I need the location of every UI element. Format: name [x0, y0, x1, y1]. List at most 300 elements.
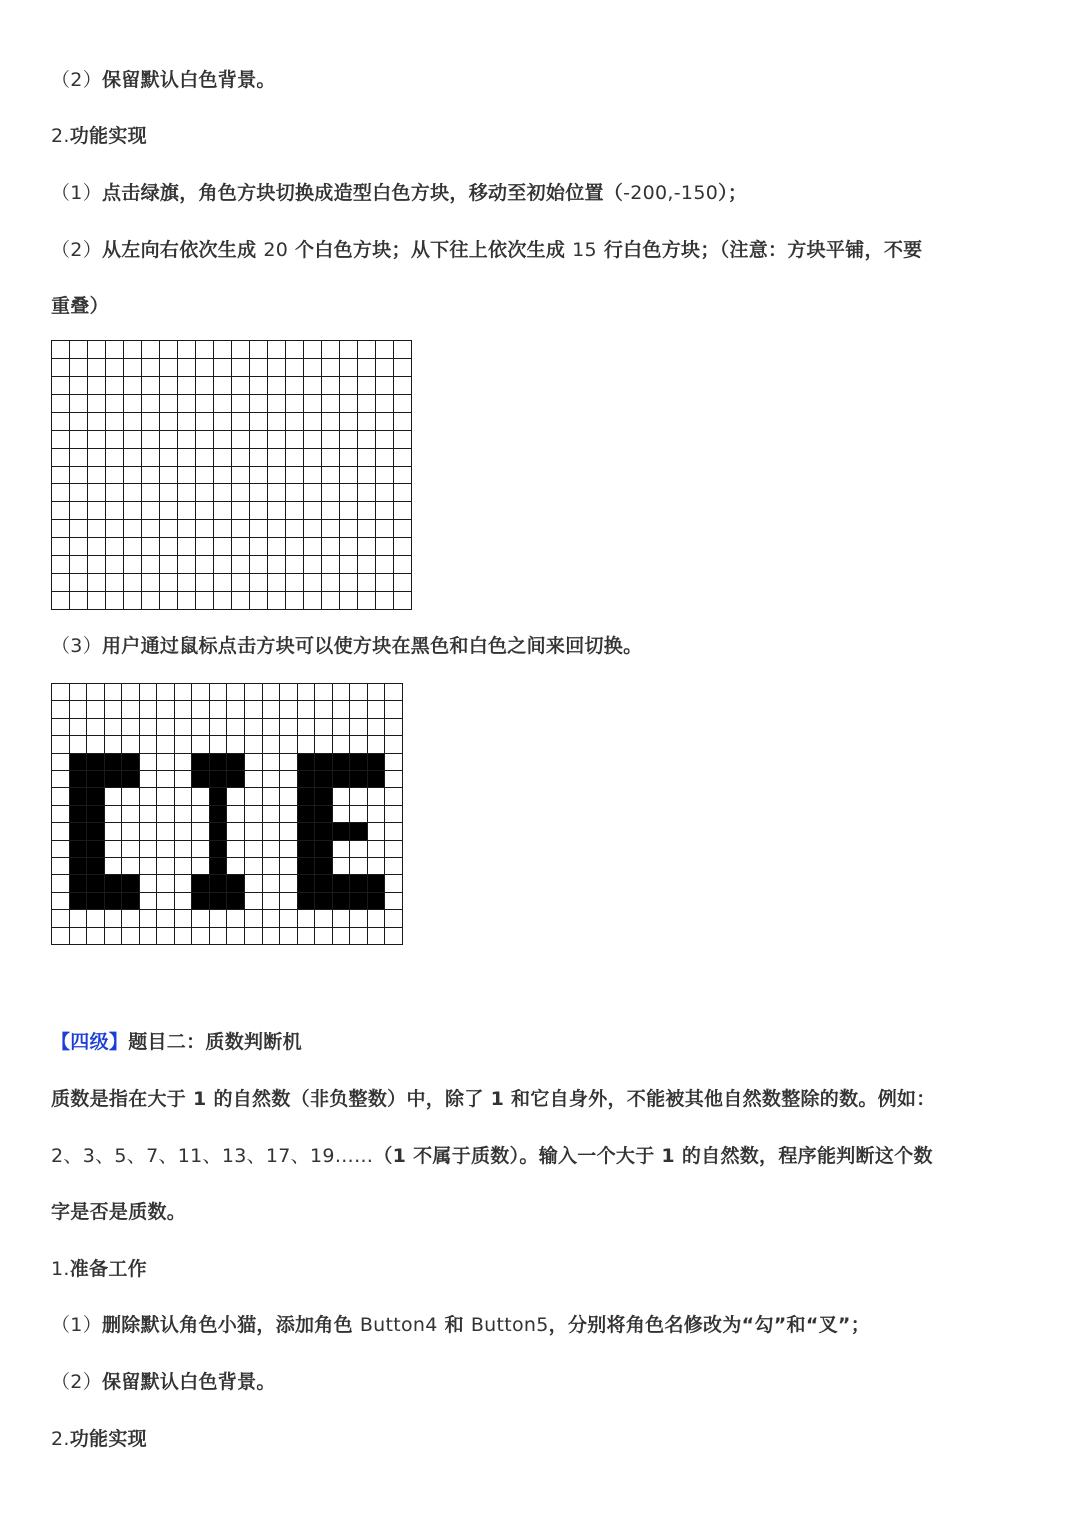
white-square [175, 893, 193, 910]
white-square [245, 684, 263, 701]
white-square [178, 502, 196, 520]
black-square [70, 858, 88, 875]
black-square [70, 875, 88, 892]
description-text: （1 不属于质数）。输入一个大于 1 的自然数，程序能判断这个数 [373, 1145, 933, 1167]
white-square [105, 701, 123, 718]
black-square [368, 771, 386, 788]
white-square [88, 377, 106, 395]
white-square [157, 736, 175, 753]
white-square [160, 341, 178, 359]
white-square [333, 858, 351, 875]
white-square [106, 395, 124, 413]
black-square [87, 754, 105, 771]
white-square [263, 858, 281, 875]
white-square [210, 736, 228, 753]
white-square [70, 520, 88, 538]
white-square [87, 736, 105, 753]
black-square [192, 754, 210, 771]
white-square [214, 484, 232, 502]
white-square [122, 910, 140, 927]
white-square [124, 413, 142, 431]
white-square [376, 520, 394, 538]
white-square [268, 413, 286, 431]
white-square [340, 574, 358, 592]
white-square [52, 771, 70, 788]
white-square [192, 823, 210, 840]
black-square [87, 858, 105, 875]
black-square [192, 893, 210, 910]
white-square [88, 484, 106, 502]
black-square [70, 771, 88, 788]
black-square [368, 893, 386, 910]
white-square [196, 395, 214, 413]
white-square [227, 858, 245, 875]
white-square [52, 395, 70, 413]
white-square [263, 806, 281, 823]
white-square [122, 684, 140, 701]
white-square [394, 467, 412, 485]
white-square [88, 359, 106, 377]
white-square [358, 431, 376, 449]
white-square [52, 538, 70, 556]
white-square [196, 484, 214, 502]
white-square [333, 841, 351, 858]
white-square [52, 431, 70, 449]
white-square [232, 359, 250, 377]
white-square [232, 467, 250, 485]
white-square [175, 875, 193, 892]
black-square [350, 823, 368, 840]
white-square [340, 413, 358, 431]
white-square [322, 520, 340, 538]
white-square [160, 574, 178, 592]
black-square [210, 823, 228, 840]
black-square [315, 823, 333, 840]
white-square [178, 377, 196, 395]
white-square [70, 910, 88, 927]
white-square [333, 684, 351, 701]
black-square [70, 754, 88, 771]
white-square [245, 928, 263, 945]
white-square [124, 592, 142, 610]
white-square [175, 841, 193, 858]
black-square [227, 771, 245, 788]
white-square [263, 893, 281, 910]
step-2-continued [51, 292, 1029, 320]
white-square [376, 449, 394, 467]
white-square [214, 395, 232, 413]
white-square [286, 574, 304, 592]
white-square [157, 806, 175, 823]
description-text: 质数是指在大于 1 的自然数（非负整数）中，除了 1 和它自身外，不能被其他自然数整除的数。例如： [51, 1088, 936, 1110]
white-square [157, 823, 175, 840]
black-square [87, 875, 105, 892]
white-square [105, 806, 123, 823]
white-square [286, 467, 304, 485]
description-line-2 [51, 1142, 1029, 1170]
white-square [106, 502, 124, 520]
white-square [178, 592, 196, 610]
white-square [142, 431, 160, 449]
black-square [122, 754, 140, 771]
white-square [70, 377, 88, 395]
white-square [88, 431, 106, 449]
white-square [142, 395, 160, 413]
white-square [142, 592, 160, 610]
white-square [280, 754, 298, 771]
white-square [286, 449, 304, 467]
white-square [263, 823, 281, 840]
function-heading-2 [51, 1425, 1029, 1453]
white-square [286, 538, 304, 556]
white-square [268, 431, 286, 449]
white-square [157, 701, 175, 718]
black-square [315, 788, 333, 805]
white-square [192, 928, 210, 945]
white-square [175, 910, 193, 927]
white-square [124, 467, 142, 485]
white-square [160, 556, 178, 574]
black-square [298, 771, 316, 788]
black-square [210, 841, 228, 858]
white-square [245, 858, 263, 875]
black-square [87, 893, 105, 910]
white-square [358, 377, 376, 395]
white-square [52, 341, 70, 359]
white-square [52, 556, 70, 574]
white-square [245, 771, 263, 788]
white-square [214, 467, 232, 485]
white-square [192, 719, 210, 736]
preparation-heading [51, 1255, 1029, 1283]
black-square [298, 841, 316, 858]
white-square [105, 684, 123, 701]
black-square [333, 875, 351, 892]
step-text: 从左向右依次生成 [102, 239, 264, 261]
white-square [385, 684, 403, 701]
heading-number: 2. [51, 1428, 70, 1450]
white-square [245, 841, 263, 858]
white-square [88, 520, 106, 538]
white-square [368, 858, 386, 875]
black-square [70, 823, 88, 840]
step-prefix: （3） [51, 635, 102, 657]
white-square [322, 413, 340, 431]
white-square [385, 910, 403, 927]
white-square [157, 771, 175, 788]
white-square [385, 788, 403, 805]
white-square [250, 538, 268, 556]
white-square [298, 928, 316, 945]
white-square [350, 858, 368, 875]
white-square [250, 377, 268, 395]
white-square [280, 701, 298, 718]
black-square [368, 754, 386, 771]
white-square [263, 910, 281, 927]
white-square [322, 538, 340, 556]
white-square [394, 520, 412, 538]
black-square [298, 875, 316, 892]
sprite-name: Button5 [470, 1314, 549, 1336]
white-square [250, 449, 268, 467]
white-square [232, 502, 250, 520]
white-square [227, 719, 245, 736]
white-square [88, 592, 106, 610]
white-square [358, 520, 376, 538]
white-square [70, 574, 88, 592]
white-square [358, 592, 376, 610]
white-square [157, 754, 175, 771]
white-square [157, 928, 175, 945]
white-square [394, 502, 412, 520]
white-square [232, 538, 250, 556]
white-square [394, 592, 412, 610]
white-square [358, 484, 376, 502]
white-square [210, 701, 228, 718]
white-square [245, 875, 263, 892]
white-square [394, 395, 412, 413]
white-square [52, 910, 70, 927]
white-square [105, 719, 123, 736]
white-square [376, 467, 394, 485]
white-square [160, 467, 178, 485]
black-square [210, 771, 228, 788]
white-square [70, 467, 88, 485]
black-square [350, 771, 368, 788]
white-square [178, 538, 196, 556]
white-square [385, 928, 403, 945]
white-square [52, 719, 70, 736]
white-square [52, 875, 70, 892]
white-square [88, 556, 106, 574]
white-square [333, 736, 351, 753]
step-text: 用户通过鼠标点击方块可以使方块在黑色和白色之间来回切换。 [102, 635, 643, 657]
white-square [304, 395, 322, 413]
white-square [268, 377, 286, 395]
white-square [263, 736, 281, 753]
white-square [263, 684, 281, 701]
black-square [210, 858, 228, 875]
black-square [333, 771, 351, 788]
white-square [52, 574, 70, 592]
white-square [106, 484, 124, 502]
white-square [106, 431, 124, 449]
white-square [350, 736, 368, 753]
description-line-3 [51, 1198, 1029, 1226]
white-square [350, 806, 368, 823]
black-square [105, 893, 123, 910]
white-square [304, 502, 322, 520]
white-square [70, 431, 88, 449]
white-square [250, 395, 268, 413]
black-square [70, 788, 88, 805]
white-square [196, 467, 214, 485]
white-square [322, 484, 340, 502]
white-square [263, 875, 281, 892]
white-square [280, 684, 298, 701]
white-square [394, 359, 412, 377]
white-square [140, 928, 158, 945]
white-square [268, 502, 286, 520]
white-square [178, 395, 196, 413]
white-square [250, 413, 268, 431]
black-square [70, 841, 88, 858]
white-square [124, 449, 142, 467]
black-square [315, 841, 333, 858]
white-square [376, 431, 394, 449]
white-square [160, 359, 178, 377]
white-square [124, 431, 142, 449]
section-title [51, 1028, 1029, 1056]
white-square [178, 484, 196, 502]
white-square [280, 806, 298, 823]
white-square [178, 556, 196, 574]
white-square [178, 341, 196, 359]
white-square [250, 574, 268, 592]
white-square [322, 431, 340, 449]
white-square [245, 719, 263, 736]
white-square [268, 395, 286, 413]
white-square [340, 431, 358, 449]
white-square [280, 823, 298, 840]
white-square [268, 556, 286, 574]
white-square [358, 556, 376, 574]
heading-text: 功能实现 [69, 1428, 147, 1450]
white-square [385, 893, 403, 910]
white-square [140, 806, 158, 823]
white-square [232, 377, 250, 395]
white-square [124, 538, 142, 556]
white-square [214, 556, 232, 574]
step-prefix: （2） [51, 69, 102, 91]
white-square [340, 538, 358, 556]
white-square [105, 788, 123, 805]
white-square [140, 719, 158, 736]
white-square [70, 719, 88, 736]
white-square [358, 341, 376, 359]
black-square [333, 823, 351, 840]
white-square [322, 556, 340, 574]
white-square [140, 841, 158, 858]
white-square [376, 484, 394, 502]
empty-white-grid [51, 340, 412, 610]
white-square [232, 413, 250, 431]
white-square [304, 520, 322, 538]
white-square [315, 701, 333, 718]
step-suffix: ）； [718, 182, 748, 204]
prime-examples: 2、3、5、7、11、13、17、19…… [51, 1145, 374, 1167]
white-square [286, 377, 304, 395]
white-square [87, 719, 105, 736]
white-square [268, 484, 286, 502]
white-square [192, 701, 210, 718]
white-square [322, 359, 340, 377]
white-square [286, 592, 304, 610]
white-square [70, 413, 88, 431]
step-text: 保留默认白色背景。 [102, 1371, 276, 1393]
white-square [333, 928, 351, 945]
white-square [105, 858, 123, 875]
black-square [315, 893, 333, 910]
white-square [268, 592, 286, 610]
white-square [192, 841, 210, 858]
white-square [214, 574, 232, 592]
cie-pattern-grid [51, 683, 403, 945]
white-square [214, 359, 232, 377]
white-square [157, 858, 175, 875]
white-square [368, 806, 386, 823]
white-square [52, 701, 70, 718]
heading-text: 功能实现 [69, 125, 147, 147]
white-square [175, 771, 193, 788]
white-square [157, 893, 175, 910]
white-square [124, 502, 142, 520]
black-square [298, 893, 316, 910]
white-square [280, 841, 298, 858]
white-square [315, 736, 333, 753]
white-square [263, 719, 281, 736]
sprite-name: Button4 [359, 1314, 438, 1336]
black-square [298, 858, 316, 875]
white-square [376, 502, 394, 520]
white-square [106, 359, 124, 377]
white-square [160, 395, 178, 413]
black-square [122, 875, 140, 892]
step-2 [51, 236, 1029, 264]
white-square [106, 413, 124, 431]
white-square [210, 684, 228, 701]
white-square [124, 484, 142, 502]
white-square [368, 736, 386, 753]
white-square [304, 484, 322, 502]
white-square [340, 449, 358, 467]
white-square [196, 341, 214, 359]
white-square [214, 502, 232, 520]
black-square [333, 893, 351, 910]
white-square [227, 736, 245, 753]
black-square [210, 875, 228, 892]
white-square [88, 502, 106, 520]
white-square [304, 574, 322, 592]
white-square [105, 910, 123, 927]
white-square [70, 701, 88, 718]
white-square [268, 449, 286, 467]
black-square [70, 893, 88, 910]
white-square [340, 467, 358, 485]
white-square [376, 574, 394, 592]
white-square [304, 341, 322, 359]
white-square [376, 359, 394, 377]
black-square [315, 806, 333, 823]
white-square [322, 449, 340, 467]
white-square [88, 467, 106, 485]
black-square [315, 754, 333, 771]
white-square [106, 592, 124, 610]
white-square [322, 377, 340, 395]
white-square [394, 538, 412, 556]
white-square [286, 413, 304, 431]
white-square [106, 556, 124, 574]
white-square [105, 928, 123, 945]
white-square [160, 502, 178, 520]
white-square [157, 684, 175, 701]
white-square [245, 701, 263, 718]
white-square [142, 449, 160, 467]
white-square [122, 806, 140, 823]
white-square [376, 395, 394, 413]
white-square [376, 377, 394, 395]
white-square [304, 377, 322, 395]
